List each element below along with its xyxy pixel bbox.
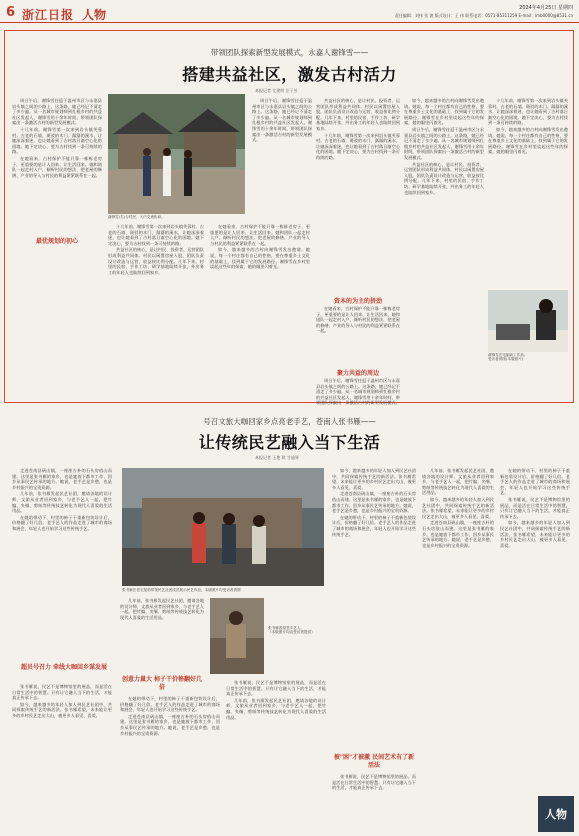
corner-section-tag [538, 796, 574, 832]
story1-subhead-2: 资本的为主的拼劲 [333, 298, 382, 305]
story2-subhead-3: 被"困"才被激 民间艺术有了新活法 [333, 754, 415, 769]
story2-col8-text-cont2: 走进苍南县矾山镇，一座座古朴的石头房依山而建。这里是张书雁的家乡，也是她放下都市工作、回乡从事民艺传承的地方。她说，老手艺是乡愁，也是乡村振兴的宝贵资源。 [422, 520, 494, 548]
story1-col3-text: 在她看来，古村保护不能只靠一栋栋老房子，更重要的是让人回来、让生活回来。她和团队一起走村入户，倾听村民的想法，把老屋的修缮、产业的导入与村民的利益紧紧联系在一起。 [210, 224, 310, 246]
story2-subhead-2: 创意力量大 柿子干价格翻好几倍 [121, 676, 203, 691]
story1-col7-text-cont: 周日午后，谢锋雪往返于温州市区与永嘉县岩头镇之间的公路上。这条路，她已经记不清走了多少遍。从一名城市规划师到扎根乡村的共益社区发起人，谢锋雪用十余年时间，带领团队探索出一条激活古村的新型发展模式。 [404, 126, 484, 160]
story1-column-7 [404, 98, 484, 390]
story1-column-5 [316, 98, 400, 294]
story2-photo1-caption: 张书雁在老宅屋前带领民艺社团成员展示民艺作品。本版照片均受访者供图 [122, 588, 241, 592]
story2-kicker: 号召文旅大咖回家乡点亮老手艺，苍南人张书雁—— [203, 417, 376, 426]
story2-col5-text-cont: 几年前，张书雁发起民艺社团，邀请各地的设计师、文旅从业者回到家乡，与老手艺人一起，把竹编、夹缬、剪纸等传统技艺转化为现代人喜爱的生活用品。 [226, 697, 326, 720]
story2-column-6 [332, 468, 416, 750]
story2-col1-text: 走进苍南县矾山镇，一座座古朴的石头房依山而建。这里是张书雁的家乡，也是她放下都市工作、回乡从事民艺传承的地方。她说，老手艺是乡愁，也是乡村振兴的宝贵资源。 [12, 468, 112, 490]
story2-column-3 [120, 598, 204, 672]
story2-column-7 [332, 774, 416, 830]
section-title: 人物 [82, 8, 107, 22]
story1-column-6 [316, 306, 400, 366]
corner-tag-label: 人物 [545, 808, 567, 821]
story2-col9-text-cont: 张书雁说，民艺不是博物馆里的展品，而是活在日常生活中的智慧。只有让它融入当下的生活，才能真正传承下去。 [500, 496, 570, 519]
story1-column-8 [488, 98, 568, 286]
story2-column-2 [12, 684, 112, 830]
page-number: 6 [6, 5, 16, 20]
story1-col7-text-cont2: 共益社区的核心，是让村民、投资者、运营团队形成利益共同体。村民以闲置房屋入股，团队负责设计改造与运营，收益按比例分配。几年下来，村里的民宿、手作工坊、研学基地陆续开张，外出务工的年轻人也陆续回到家乡。 [404, 161, 484, 195]
story1-col4-text: 周日午后，谢锋雪往返于温州市区与永嘉县岩头镇之间的公路上。这条路，她已经记不清走了多少遍。从一名城市规划师到扎根乡村的共益社区发起人，谢锋雪用十余年时间，带领团队探索出一条激活古村的新型发展模式。 [252, 98, 312, 143]
story1-subhead-3: 聚力共益的周边 [336, 370, 379, 377]
story2-col4-text: 在她的带动下，村里的柿子干重新包装设计后，价格翻了好几倍。老手艺人的作品走进了城市的商场和展会，年轻人也开始学习这些传统手艺。 [120, 696, 220, 713]
story2-column-8 [422, 468, 494, 830]
story2-col6-text-cont2: 在她的带动下，村里的柿子干重新包装设计后，价格翻了好几倍。老手艺人的作品走进了城市的商场和展会，年轻人也开始学习这些传统手艺。 [332, 514, 416, 537]
story1-photo1-caption: 谢锋雪(右)与村民、入户交流协商。 [108, 215, 165, 219]
story2-subhead-1: 超员号召力 牵线大咖回乡谋发展 [20, 664, 108, 671]
story1-col8-text-cont: 如今，越来越多的古村向谢锋雪发出邀请。她说，每一个村庄都有自己的性格，要在尊重乡土文化的基础上，找到属于它的发展路径。谢锋雪在乡村里谈起这些年的探索，她的眼里闪着光。 [488, 126, 568, 155]
story1-column-2 [108, 224, 204, 390]
story2-col9-text: 在她的带动下，村里的柿子干重新包装设计后，价格翻了好几倍。老手艺人的作品走进了城市的商场和展会，年轻人也开始学习这些传统手艺。 [500, 468, 570, 496]
story2-headline: 让传统民艺融入当下生活 [198, 433, 381, 452]
story1-col9-text: 周日午后，谢锋雪往返于温州市区与永嘉县岩头镇之间的公路上。这条路，她已经记不清走了多少遍。从一名城市规划师到扎根乡村的共益社区发起人，谢锋雪用十余年时间，带领团队探索出一条激活古村的新型发展模式。 [316, 378, 400, 406]
story2-col2-text-cont: 如今，越来越多的年轻人加入到民艺社团中，共同探索传统手艺的新活法。张书雁希望，未来能让更多的乡村民艺走出大山，被更多人看见、喜爱。 [12, 701, 112, 718]
story1-column-4 [252, 98, 312, 220]
story1-column-9 [316, 378, 400, 406]
masthead [0, 0, 579, 24]
story2-column-4 [120, 696, 220, 830]
story1-col7-text: 如今，越来越多的古村向谢锋雪发出邀请。她说，每一个村庄都有自己的性格，要在尊重乡土文化的基础上，找到属于它的发展路径。谢锋雪在乡村里谈起这些年的探索，她的眼里闪着光。 [404, 98, 484, 126]
story1-col5-text: 共益社区的核心，是让村民、投资者、运营团队形成利益共同体。村民以闲置房屋入股，团队负责设计改造与运营，收益按比例分配。几年下来，村里的民宿、手作工坊、研学基地陆续开张，外出务工的年轻人也陆续回到家乡。 [316, 98, 400, 131]
story1-col8-text: 十几年前，谢锋雪第一次来到岩头镇芙蓉村。古老的石墙、斑驳的木门、潺潺的溪水，让她深深着迷，也让她看到了古村落日渐空心化的困境。她下定决心，要为古村找到一条可持续的路。 [488, 98, 568, 126]
story1-col6-text: 在她看来，古村保护不能只靠一栋栋老房子，更重要的是让人回来、让生活回来。她和团队一起走村入户，倾听村民的想法，把老屋的修缮、产业的导入与村民的利益紧紧联系在一起。 [316, 306, 400, 334]
story1-col2-text: 十几年前，谢锋雪第一次来到岩头镇芙蓉村。古老的石墙、斑驳的木门、潺潺的溪水，让她深深着迷，也让她看到了古村落日渐空心化的困境。她下定决心，要为古村找到一条可持续的路。 [108, 224, 204, 246]
story2-col6-text: 如今，越来越多的年轻人加入到民艺社团中，共同探索传统手艺的新活法。张书雁希望，未来能让更多的乡村民艺走出大山，被更多人看见、喜爱。 [332, 468, 416, 490]
story2-col2-text: 张书雁说，民艺不是博物馆里的展品，而是活在日常生活中的智慧。只有让它融入当下的生活，才能真正传承下去。 [12, 684, 112, 701]
story1-byline: 本报记者 尤建明 汪子芳 [255, 88, 298, 93]
artisan-photo-image [210, 598, 264, 674]
story1-column-1 [12, 98, 102, 390]
story2-col8-text: 几年前，张书雁发起民艺社团，邀请各地的设计师、文旅从业者回到家乡，与老手艺人一起，把竹编、夹缬、剪纸等传统技艺转化为现代人喜爱的生活用品。 [422, 468, 494, 496]
paper-name: 浙江日报 [22, 8, 75, 22]
story2-photo-group [122, 468, 324, 586]
story2-photo-artisan [210, 598, 264, 674]
village-photo-image [108, 94, 245, 214]
story1-subhead-1: 最优规划的初心 [35, 238, 78, 245]
story2-col3-text: 几年前，张书雁发起民艺社团，邀请各地的设计师、文旅从业者回到家乡，与老手艺人一起，把竹编、夹缬、剪纸等传统技艺转化为现代人喜爱的生活用品。 [120, 598, 204, 620]
story1-photo2-caption: 谢锋雪在电脑前工作前。 受访者供图(本版照片) [488, 353, 528, 362]
story2-col5-text: 张书雁说，民艺不是博物馆里的展品，而是活在日常生活中的智慧。只有让它融入当下的生活，才能真正传承下去。 [226, 680, 326, 697]
story1-col1-text-cont2: 在她看来，古村保护不能只靠一栋栋老房子，更重要的是让人回来、让生活回来。她和团队一起走村入户，倾听村民的想法，把老屋的修缮、产业的导入与村民的利益紧紧联系在一起。 [12, 155, 102, 178]
story2-col1-text-cont2: 在她的带动下，村里的柿子干重新包装设计后，价格翻了好几倍。老手艺人的作品走进了城市的商场和展会，年轻人也开始学习这些传统手艺。 [12, 514, 112, 531]
story2-column-5 [226, 680, 326, 830]
story2-col9-text-cont2: 如今，越来越多的年轻人加入到民艺社团中，共同探索传统手艺的新活法。张书雁希望，未来能让更多的乡村民艺走出大山，被更多人看见、喜爱。 [500, 520, 570, 548]
group-photo-image [122, 468, 324, 586]
staff-line: 责任编辑：刘伟 张 波 版式设计：王 伟 联系电话：0571-85311259 E-mail：lmb0000@8531.cn [394, 13, 573, 18]
masthead-rule [0, 22, 579, 23]
page-date: 2024年4月25日 星期四 [519, 5, 573, 11]
story1-kicker: 带领团队探索新型发展模式，永嘉人谢锋雪—— [210, 48, 369, 57]
story1-col1-text-cont: 十几年前，谢锋雪第一次来到岩头镇芙蓉村。古老的石墙、斑驳的木门、潺潺的溪水，让她深深着迷，也让她看到了古村落日渐空心化的困境。她下定决心，要为古村找到一条可持续的路。 [12, 126, 102, 155]
story1-col3-text-cont: 如今，越来越多的古村向谢锋雪发出邀请。她说，每一个村庄都有自己的性格，要在尊重乡土文化的基础上，找到属于它的发展路径。谢锋雪在乡村里谈起这些年的探索，她的眼里闪着光。 [210, 247, 310, 270]
story2-photo2-caption: 张书雁看望老手艺人。 （本版照片均由受访者提供） [268, 626, 315, 635]
story2-col6-text-cont: 走进苍南县矾山镇，一座座古朴的石头房依山而建。这里是张书雁的家乡，也是她放下都市工作、回乡从事民艺传承的地方。她说，老手艺是乡愁，也是乡村振兴的宝贵资源。 [332, 491, 416, 514]
story2-col8-text-cont: 如今，越来越多的年轻人加入到民艺社团中，共同探索传统手艺的新活法。张书雁希望，未来能让更多的乡村民艺走出大山，被更多人看见、喜爱。 [422, 496, 494, 519]
story1-headline: 搭建共益社区，激发古村活力 [182, 65, 397, 84]
story2-col7-text: 张书雁说，民艺不是博物馆里的展品，而是活在日常生活中的智慧。只有让它融入当下的生活，才能真正传承下去。 [332, 774, 416, 791]
story1-column-3 [210, 224, 310, 390]
story2-byline: 本报记者 王艳 琪 甘迪琴 [255, 455, 299, 460]
portrait-photo-image [488, 290, 568, 352]
story2-col4-text-cont: 走进苍南县矾山镇，一座座古朴的石头房依山而建。这里是张书雁的家乡，也是她放下都市工作、回乡从事民艺传承的地方。她说，老手艺是乡愁，也是乡村振兴的宝贵资源。 [120, 713, 220, 736]
story2-column-9 [500, 468, 570, 788]
story1-photo-portrait [488, 290, 568, 352]
story1-col2-text-cont: 共益社区的核心，是让村民、投资者、运营团队形成利益共同体。村民以闲置房屋入股，团队负责设计改造与运营，收益按比例分配。几年下来，村里的民宿、手作工坊、研学基地陆续开张，外出务工的年轻人也陆续回到家乡。 [108, 247, 204, 275]
story1-col1-text: 周日午后，谢锋雪往返于温州市区与永嘉县岩头镇之间的公路上。这条路，她已经记不清走了多少遍。从一名城市规划师到扎根乡村的共益社区发起人，谢锋雪用十余年时间，带领团队探索出一条激活古村的新型发展模式。 [12, 98, 102, 126]
story2-col1-text-cont: 几年前，张书雁发起民艺社团，邀请各地的设计师、文旅从业者回到家乡，与老手艺人一起，把竹编、夹缬、剪纸等传统技艺转化为现代人喜爱的生活用品。 [12, 491, 112, 514]
story1-col5-text-cont: 十几年前，谢锋雪第一次来到岩头镇芙蓉村。古老的石墙、斑驳的木门、潺潺的溪水，让她深深着迷，也让她看到了古村落日渐空心化的困境。她下定决心，要为古村找到一条可持续的路。 [316, 132, 400, 160]
story2-column-1 [12, 468, 112, 662]
story1-photo-village [108, 94, 245, 214]
